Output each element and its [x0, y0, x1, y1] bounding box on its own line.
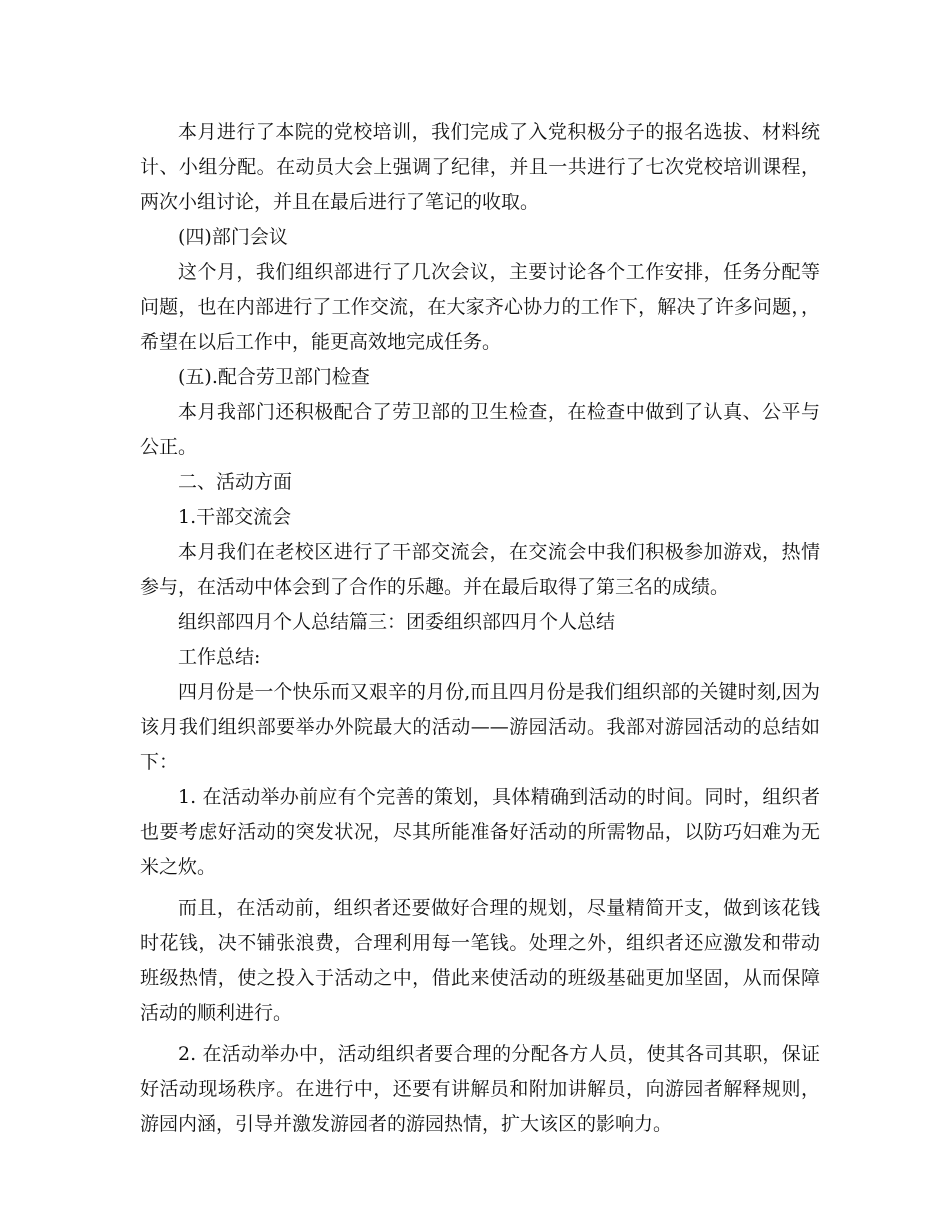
paragraph-labor-inspection: 本月我部门还积极配合了劳卫部的卫生检查，在检查中做到了认真、公平与公正。 [140, 401, 820, 458]
heading-cadre-exchange: 1.干部交流会 [178, 506, 292, 528]
document-body [140, 115, 820, 1142]
paragraph-cadre-exchange: 本月我们在老校区进行了干部交流会，在交流会中我们积极参加游戏，热情参与，在活动中体会到了合作的乐趣。并在最后取得了第三名的成绩。 [140, 541, 820, 598]
paragraph-department-meeting: 这个月，我们组织部进行了几次会议，主要讨论各个工作安排，任务分配等问题，也在内部进行了工作交流，在大家齐心协力的工作下，解决了许多问题，，希望在以后工作中，能更高效地完成任务。 [140, 261, 820, 353]
paragraph-planning-budget: 而且，在活动前，组织者还要做好合理的规划，尽量精简开支，做到该花钱时花钱，决不铺张浪费，合理利用每一笔钱。处理之外，组织者还应激发和带动班级热情，使之投入于活动之中，借此来使活动的班级基础更加坚固，从而保障活动的顺利进行。 [140, 897, 820, 1024]
paragraph-party-school-training: 本月进行了本院的党校培训，我们完成了入党积极分子的报名选拔、材料统计、小组分配。在动员大会上强调了纪律，并且一共进行了七次党校培训课程，两次小组讨论，并且在最后进行了笔记的收取。 [140, 121, 820, 213]
heading-work-summary: 工作总结: [178, 646, 261, 668]
paragraph-point-one: 1. 在活动举办前应有个完善的策划，具体精确到活动的时间。同时，组织者也要考虑好活动的突发状况，尽其所能准备好活动的所需物品，以防巧妇难为无米之炊。 [140, 786, 820, 878]
heading-activities: 二、活动方面 [178, 471, 293, 493]
paragraph-point-two: 2. 在活动举办中，活动组织者要合理的分配各方人员，使其各司其职，保证好活动现场秩序。在进行中，还要有讲解员和附加讲解员，向游园者解释规则，游园内涵，引导并激发游园者的游园热情，扩大该区的影响力。 [140, 1043, 820, 1135]
heading-labor-inspection: (五).配合劳卫部门检查 [178, 366, 370, 388]
heading-department-meeting: (四)部门会议 [178, 226, 288, 248]
paragraph-april-overview: 四月份是一个快乐而又艰辛的月份,而且四月份是我们组织部的关键时刻,因为该月我们组织部要举办外院最大的活动——游园活动。我部对游园活动的总结如下： [140, 681, 820, 773]
heading-summary-part-three: 组织部四月个人总结篇三：团委组织部四月个人总结 [178, 611, 616, 633]
